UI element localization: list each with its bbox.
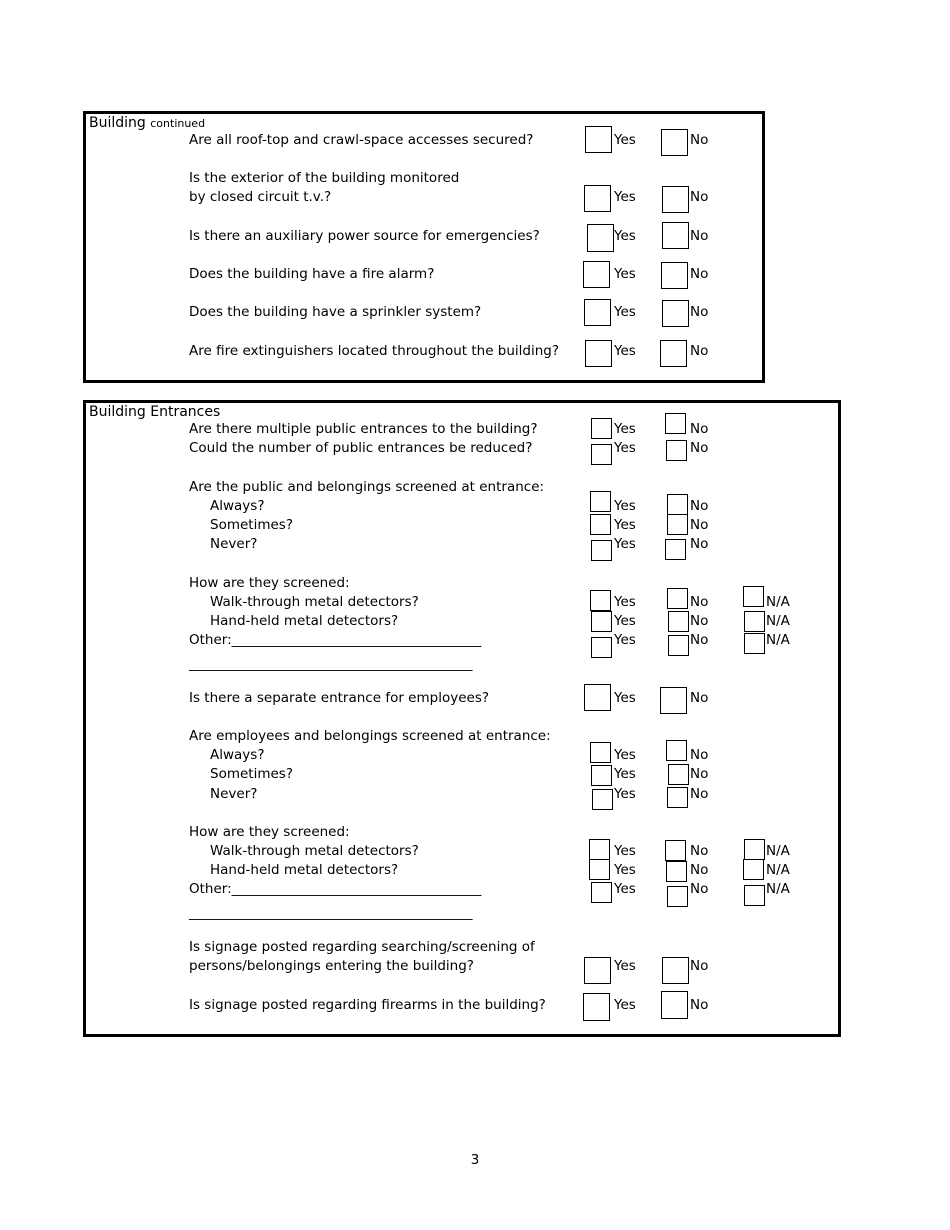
no-checkbox[interactable] <box>662 186 689 213</box>
option-sometimes: Sometimes? <box>210 766 293 782</box>
option-other: Other:_____________________________________ <box>189 881 482 897</box>
no-checkbox[interactable] <box>662 222 689 249</box>
no-label: No <box>690 536 709 552</box>
option-always: Always? <box>210 747 265 763</box>
no-checkbox[interactable] <box>668 611 689 632</box>
question-employees-screened: Are employees and belongings screened at entrance: <box>189 728 551 744</box>
yes-checkbox[interactable] <box>591 540 612 561</box>
yes-checkbox[interactable] <box>590 491 611 512</box>
other-answer-line[interactable]: __________________________________________ <box>189 905 473 921</box>
question-signage-firearms: Is signage posted regarding firearms in the building? <box>189 997 546 1013</box>
option-never: Never? <box>210 536 258 552</box>
yes-label: Yes <box>614 613 636 629</box>
yes-label: Yes <box>614 594 636 610</box>
no-label: No <box>690 266 709 282</box>
yes-checkbox[interactable] <box>584 299 611 326</box>
yes-checkbox[interactable] <box>589 839 610 860</box>
no-checkbox[interactable] <box>665 840 686 861</box>
yes-label: Yes <box>614 421 636 437</box>
section-title-text: Building <box>89 115 146 131</box>
yes-label: Yes <box>614 266 636 282</box>
yes-label: Yes <box>614 747 636 763</box>
yes-label: Yes <box>614 189 636 205</box>
question-multiple-entrances: Are there multiple public entrances to the building? <box>189 421 538 437</box>
question-auxiliary-power: Is there an auxiliary power source for emergencies? <box>189 228 540 244</box>
na-checkbox[interactable] <box>743 859 764 880</box>
no-label: No <box>690 498 709 514</box>
section-title <box>89 114 205 133</box>
yes-checkbox[interactable] <box>589 859 610 880</box>
no-checkbox[interactable] <box>661 262 688 289</box>
yes-label: Yes <box>614 843 636 859</box>
yes-label: Yes <box>614 958 636 974</box>
yes-checkbox[interactable] <box>591 637 612 658</box>
no-checkbox[interactable] <box>662 957 689 984</box>
no-label: No <box>690 421 709 437</box>
option-hand-held: Hand-held metal detectors? <box>210 862 399 878</box>
question-signage-screening-line2: persons/belongings entering the building? <box>189 958 474 974</box>
no-label: No <box>690 690 709 706</box>
no-label: No <box>690 843 709 859</box>
no-label: No <box>690 189 709 205</box>
no-label: No <box>690 881 709 897</box>
yes-checkbox[interactable] <box>590 742 611 763</box>
yes-checkbox[interactable] <box>592 789 613 810</box>
yes-checkbox[interactable] <box>585 126 612 153</box>
no-label: No <box>690 132 709 148</box>
na-label: N/A <box>766 881 790 897</box>
question-cctv-line1: Is the exterior of the building monitored <box>189 170 460 186</box>
no-label: No <box>690 304 709 320</box>
yes-label: Yes <box>614 862 636 878</box>
no-label: No <box>690 594 709 610</box>
yes-checkbox[interactable] <box>591 765 612 786</box>
no-label: No <box>690 632 709 648</box>
option-sometimes: Sometimes? <box>210 517 293 533</box>
no-checkbox[interactable] <box>660 340 687 367</box>
yes-label: Yes <box>614 517 636 533</box>
no-checkbox[interactable] <box>667 494 688 515</box>
no-checkbox[interactable] <box>661 991 688 1019</box>
question-extinguishers: Are fire extinguishers located throughout the building? <box>189 343 560 359</box>
no-label: No <box>690 862 709 878</box>
yes-label: Yes <box>614 632 636 648</box>
na-checkbox[interactable] <box>744 611 765 632</box>
yes-checkbox[interactable] <box>587 224 614 252</box>
yes-checkbox[interactable] <box>585 340 612 367</box>
no-label: No <box>690 766 709 782</box>
yes-checkbox[interactable] <box>584 185 611 212</box>
no-label: No <box>690 343 709 359</box>
no-checkbox[interactable] <box>660 687 687 714</box>
yes-label: Yes <box>614 997 636 1013</box>
no-checkbox[interactable] <box>668 635 689 656</box>
yes-label: Yes <box>614 498 636 514</box>
no-label: No <box>690 747 709 763</box>
yes-checkbox[interactable] <box>590 590 611 611</box>
option-always: Always? <box>210 498 265 514</box>
option-walk-through: Walk-through metal detectors? <box>210 594 419 610</box>
question-signage-screening-line1: Is signage posted regarding searching/screening of <box>189 939 535 955</box>
question-public-screened: Are the public and belongings screened at entrance: <box>189 479 545 495</box>
no-label: No <box>690 997 709 1013</box>
na-label: N/A <box>766 843 790 859</box>
section-title: Building Entrances <box>89 404 221 420</box>
na-label: N/A <box>766 594 790 610</box>
page-number: 3 <box>470 1152 480 1168</box>
question-roof-access: Are all roof-top and crawl-space accesses secured? <box>189 132 534 148</box>
question-sprinkler: Does the building have a sprinkler system? <box>189 304 482 320</box>
no-label: No <box>690 228 709 244</box>
option-hand-held: Hand-held metal detectors? <box>210 613 399 629</box>
na-checkbox[interactable] <box>743 586 764 607</box>
no-checkbox[interactable] <box>667 886 688 907</box>
yes-checkbox[interactable] <box>583 261 610 288</box>
yes-checkbox[interactable] <box>591 444 612 465</box>
other-answer-line[interactable]: __________________________________________ <box>189 656 473 672</box>
yes-label: Yes <box>614 304 636 320</box>
no-label: No <box>690 958 709 974</box>
question-how-screened: How are they screened: <box>189 824 350 840</box>
no-checkbox[interactable] <box>668 764 689 785</box>
yes-checkbox[interactable] <box>590 514 611 535</box>
question-reduce-entrances: Could the number of public entrances be reduced? <box>189 440 533 456</box>
section-subtitle: continued <box>150 117 206 130</box>
yes-checkbox[interactable] <box>584 957 611 984</box>
na-checkbox[interactable] <box>744 839 765 860</box>
question-cctv-line2: by closed circuit t.v.? <box>189 189 332 205</box>
yes-label: Yes <box>614 690 636 706</box>
no-label: No <box>690 517 709 533</box>
yes-checkbox[interactable] <box>591 611 612 632</box>
no-checkbox[interactable] <box>667 588 688 609</box>
option-walk-through: Walk-through metal detectors? <box>210 843 419 859</box>
no-checkbox[interactable] <box>662 300 689 327</box>
no-checkbox[interactable] <box>661 129 688 156</box>
question-fire-alarm: Does the building have a fire alarm? <box>189 266 435 282</box>
no-checkbox[interactable] <box>666 861 687 882</box>
na-label: N/A <box>766 613 790 629</box>
yes-label: Yes <box>614 881 636 897</box>
yes-label: Yes <box>614 228 636 244</box>
na-checkbox[interactable] <box>744 885 765 906</box>
yes-checkbox[interactable] <box>584 684 611 711</box>
na-label: N/A <box>766 862 790 878</box>
na-label: N/A <box>766 632 790 648</box>
option-other: Other:_____________________________________ <box>189 632 482 648</box>
no-label: No <box>690 786 709 802</box>
na-checkbox[interactable] <box>744 633 765 654</box>
yes-checkbox[interactable] <box>591 418 612 439</box>
no-label: No <box>690 613 709 629</box>
yes-label: Yes <box>614 343 636 359</box>
no-checkbox[interactable] <box>667 787 688 808</box>
no-label: No <box>690 440 709 456</box>
no-checkbox[interactable] <box>665 413 686 434</box>
yes-checkbox[interactable] <box>591 882 612 903</box>
yes-label: Yes <box>614 766 636 782</box>
yes-checkbox[interactable] <box>583 993 610 1021</box>
no-checkbox[interactable] <box>667 514 688 535</box>
no-checkbox[interactable] <box>666 440 687 461</box>
option-never: Never? <box>210 786 258 802</box>
no-checkbox[interactable] <box>666 740 687 761</box>
yes-label: Yes <box>614 132 636 148</box>
yes-label: Yes <box>614 786 636 802</box>
yes-label: Yes <box>614 536 636 552</box>
no-checkbox[interactable] <box>665 539 686 560</box>
question-separate-entrance: Is there a separate entrance for employees? <box>189 690 490 706</box>
yes-label: Yes <box>614 440 636 456</box>
question-how-screened: How are they screened: <box>189 575 350 591</box>
